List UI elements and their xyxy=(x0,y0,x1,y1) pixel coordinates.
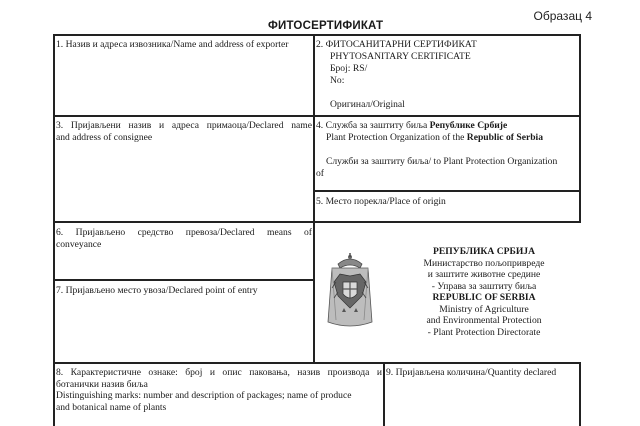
ministry-name-en-2: and Environmental Protection xyxy=(426,315,542,326)
divider-row-5 xyxy=(313,190,581,192)
destination-org-of: of xyxy=(316,168,324,179)
divider-row-2 xyxy=(53,221,581,223)
divider-col-upper xyxy=(313,34,315,222)
distinguishing-marks-label: 8. Карактеристичне ознаке: број и опис паковања, назив производа и ботанички назив биља Distinguishing marks: number and description of packages; name of produce and botanical name of plants xyxy=(56,367,382,413)
point-of-entry-label: 7. Пријављено место увоза/Declared point of entry xyxy=(56,285,258,296)
ministry-name-sr-1: Министарство пољопривреде xyxy=(423,257,545,269)
divider-row-1 xyxy=(53,115,581,117)
org-line-en: Plant Protection Organization of the Republic of Serbia xyxy=(326,132,544,143)
authority-title-sr: РЕПУБЛИКА СРБИЈА xyxy=(432,246,536,257)
org-line-sr: 4. Служба за заштиту биља Републике Србије xyxy=(316,120,508,131)
certificate-number-label: Број: RS/ xyxy=(330,63,368,74)
certificate-no-label: No: xyxy=(330,75,345,86)
divider-col-lower xyxy=(383,362,385,426)
exporter-label: 1. Назив и адреса извозника/Name and address of exporter xyxy=(56,39,289,50)
frame-top-border xyxy=(53,34,581,36)
document-title: ФИТОСЕРТИФИКАТ xyxy=(268,20,384,32)
coat-of-arms-icon xyxy=(322,252,378,332)
means-of-conveyance-label: 6. Пријављено средство превоза/Declared means of conveyance xyxy=(56,227,312,250)
destination-org-label: Служби за заштиту биља/ to Plant Protection Organization xyxy=(326,156,558,167)
authority-title-en: REPUBLIC OF SERBIA xyxy=(432,292,536,303)
frame-right-border-bottom xyxy=(579,362,581,426)
form-number-label: Образац 4 xyxy=(533,9,592,23)
divider-row-7 xyxy=(53,279,315,281)
certificate-title-en: PHYTOSANITARY CERTIFICATE xyxy=(330,51,471,62)
ministry-name-sr-2: и заштите животне средине xyxy=(427,269,541,280)
quantity-declared-label: 9. Пријављена количина/Quantity declared xyxy=(386,367,557,378)
divider-row-3 xyxy=(53,362,581,364)
directorate-name-sr: - Управа за заштиту биља xyxy=(431,280,537,292)
divider-col-middle xyxy=(313,221,315,363)
ministry-name-en-1: Ministry of Agriculture xyxy=(439,303,529,315)
directorate-name-en: - Plant Protection Directorate xyxy=(427,326,541,338)
place-of-origin-label: 5. Место порекла/Place of origin xyxy=(316,196,446,207)
consignee-label: 3. Пријављени назив и адреса примаоца/Declared name and address of consignee xyxy=(56,120,312,143)
issuing-authority-block xyxy=(395,246,573,338)
certificate-title-sr: 2. ФИТОСАНИТАРНИ СЕРТИФИКАТ xyxy=(316,39,477,50)
frame-left-border xyxy=(53,34,55,426)
original-label: Оригинал/Original xyxy=(330,99,405,110)
frame-right-border-top xyxy=(579,34,581,222)
